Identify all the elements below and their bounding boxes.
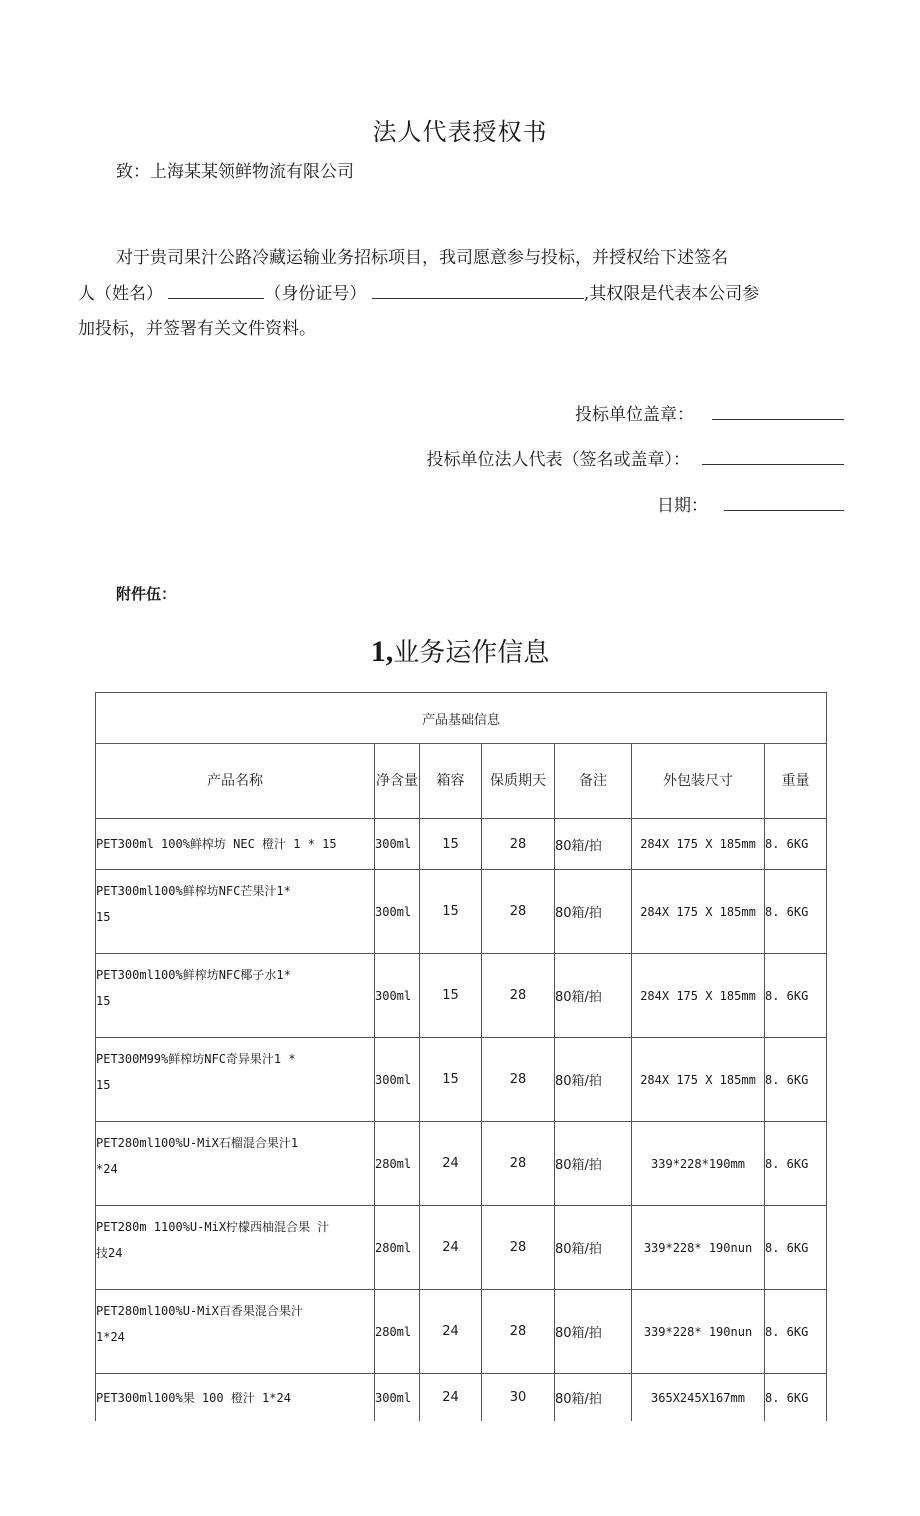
cell-shelf-life: 28 — [482, 1038, 555, 1122]
cell-product-name: PET300ml100%果 100 橙汁 1*24 — [96, 1374, 375, 1422]
representative-label: 投标单位法人代表（签名或盖章）： — [426, 450, 690, 470]
table-row — [96, 819, 827, 870]
cell-case-qty: 24 — [420, 1374, 482, 1422]
header-remark: 备注 — [555, 744, 632, 819]
name-blank[interactable] — [168, 284, 264, 299]
header-package-size: 外包装尺寸 — [632, 744, 765, 819]
table-row — [96, 1374, 827, 1422]
date-label: 日期： — [657, 496, 708, 516]
name-label: 人（姓名） — [78, 283, 163, 304]
table-row — [96, 1038, 827, 1122]
table-row — [96, 1290, 827, 1374]
cell-shelf-life: 28 — [482, 1290, 555, 1374]
cell-remark: 80箱/拍 — [555, 1206, 632, 1290]
body-line-3: 加投标，并签署有关文件资料。 — [78, 319, 316, 339]
table-caption: 产品基础信息 — [96, 693, 827, 744]
cell-weight: 8. 6KG — [765, 1122, 827, 1206]
authority-text: ,其权限是代表本公司参 — [583, 283, 760, 304]
cell-package-size: 339*228* 190nun — [632, 1206, 765, 1290]
seal-blank[interactable] — [712, 405, 844, 420]
cell-net-content: 280ml — [375, 1122, 420, 1206]
section-title: 业务运作信息 — [393, 638, 550, 668]
table-header-row — [96, 744, 827, 819]
table-row — [96, 954, 827, 1038]
cell-remark: 80箱/拍 — [555, 1290, 632, 1374]
recipient-line: 致：上海某某领鲜物流有限公司 — [116, 162, 354, 182]
cell-net-content: 280ml — [375, 1290, 420, 1374]
table-row — [96, 870, 827, 954]
cell-remark: 80箱/拍 — [555, 1122, 632, 1206]
cell-shelf-life: 28 — [482, 1206, 555, 1290]
document-title: 法人代表授权书 — [372, 118, 548, 146]
cell-product-name: PET300ml100%鲜榨坊NFC芒果汁1* 15 — [96, 870, 375, 954]
cell-remark: 80箱/拍 — [555, 1374, 632, 1422]
cell-weight: 8. 6KG — [765, 1374, 827, 1422]
header-weight: 重量 — [765, 744, 827, 819]
body-line-1: 对于贵司果汁公路冷藏运输业务招标项目，我司愿意参与投标，并授权给下述签名 — [116, 248, 728, 268]
cell-case-qty: 24 — [420, 1206, 482, 1290]
cell-net-content: 300ml — [375, 954, 420, 1038]
cell-product-name: PET280ml100%U-MiX百香果混合果汁 1*24 — [96, 1290, 375, 1374]
cell-net-content: 300ml — [375, 819, 420, 870]
annex-label: 附件伍： — [116, 585, 177, 603]
table-row — [96, 1122, 827, 1206]
cell-weight: 8. 6KG — [765, 819, 827, 870]
cell-net-content: 300ml — [375, 1374, 420, 1422]
cell-package-size: 365X245X167mm — [632, 1374, 765, 1422]
header-product-name: 产品名称 — [96, 744, 375, 819]
cell-shelf-life: 28 — [482, 819, 555, 870]
cell-weight: 8. 6KG — [765, 954, 827, 1038]
header-shelf-life: 保质期天 — [482, 744, 555, 819]
cell-weight: 8. 6KG — [765, 1206, 827, 1290]
cell-package-size: 284X 175 X 185mm — [632, 870, 765, 954]
cell-case-qty: 15 — [420, 1038, 482, 1122]
seal-row — [575, 400, 844, 425]
cell-case-qty: 15 — [420, 954, 482, 1038]
cell-weight: 8. 6KG — [765, 1038, 827, 1122]
date-row — [657, 491, 844, 516]
cell-case-qty: 24 — [420, 1122, 482, 1206]
table-row — [96, 1206, 827, 1290]
cell-shelf-life: 28 — [482, 1122, 555, 1206]
section-heading — [0, 632, 920, 669]
header-net-content: 净含量 — [375, 744, 420, 819]
cell-net-content: 300ml — [375, 1038, 420, 1122]
product-table — [95, 692, 827, 1421]
cell-weight: 8. 6KG — [765, 1290, 827, 1374]
cell-package-size: 284X 175 X 185mm — [632, 954, 765, 1038]
cell-product-name: PET280m 1100%U-MiX柠檬西柚混合果 汁 技24 — [96, 1206, 375, 1290]
cell-product-name: PET300M99%鲜榨坊NFC奇异果汁1 * 15 — [96, 1038, 375, 1122]
cell-remark: 80箱/拍 — [555, 1038, 632, 1122]
cell-package-size: 339*228* 190nun — [632, 1290, 765, 1374]
cell-remark: 80箱/拍 — [555, 954, 632, 1038]
cell-case-qty: 15 — [420, 870, 482, 954]
header-case-qty: 箱容 — [420, 744, 482, 819]
seal-label: 投标单位盖章： — [575, 405, 694, 425]
cell-weight: 8. 6KG — [765, 870, 827, 954]
cell-case-qty: 24 — [420, 1290, 482, 1374]
body-line-2 — [78, 277, 838, 313]
section-number: 1, — [370, 635, 394, 668]
cell-net-content: 280ml — [375, 1206, 420, 1290]
id-number-blank[interactable] — [372, 284, 584, 299]
cell-shelf-life: 28 — [482, 870, 555, 954]
cell-product-name: PET300ml100%鲜榨坊NFC椰子水1* 15 — [96, 954, 375, 1038]
cell-package-size: 339*228*190mm — [632, 1122, 765, 1206]
date-blank[interactable] — [724, 496, 844, 511]
authorization-paragraph — [78, 241, 838, 348]
cell-remark: 80箱/拍 — [555, 870, 632, 954]
cell-package-size: 284X 175 X 185mm — [632, 819, 765, 870]
cell-product-name: PET280ml100%U-MiX石榴混合果汁1 *24 — [96, 1122, 375, 1206]
cell-case-qty: 15 — [420, 819, 482, 870]
table-caption-row — [96, 693, 827, 744]
cell-shelf-life: 28 — [482, 954, 555, 1038]
cell-package-size: 284X 175 X 185mm — [632, 1038, 765, 1122]
representative-blank[interactable] — [702, 450, 844, 465]
representative-row — [427, 445, 845, 470]
cell-product-name: PET300ml 100%鲜榨坊 NEC 橙汁 1 * 15 — [96, 819, 375, 870]
cell-remark: 80箱/拍 — [555, 819, 632, 870]
cell-net-content: 300ml — [375, 870, 420, 954]
cell-shelf-life: 30 — [482, 1374, 555, 1422]
id-label: （身份证号） — [264, 283, 367, 304]
